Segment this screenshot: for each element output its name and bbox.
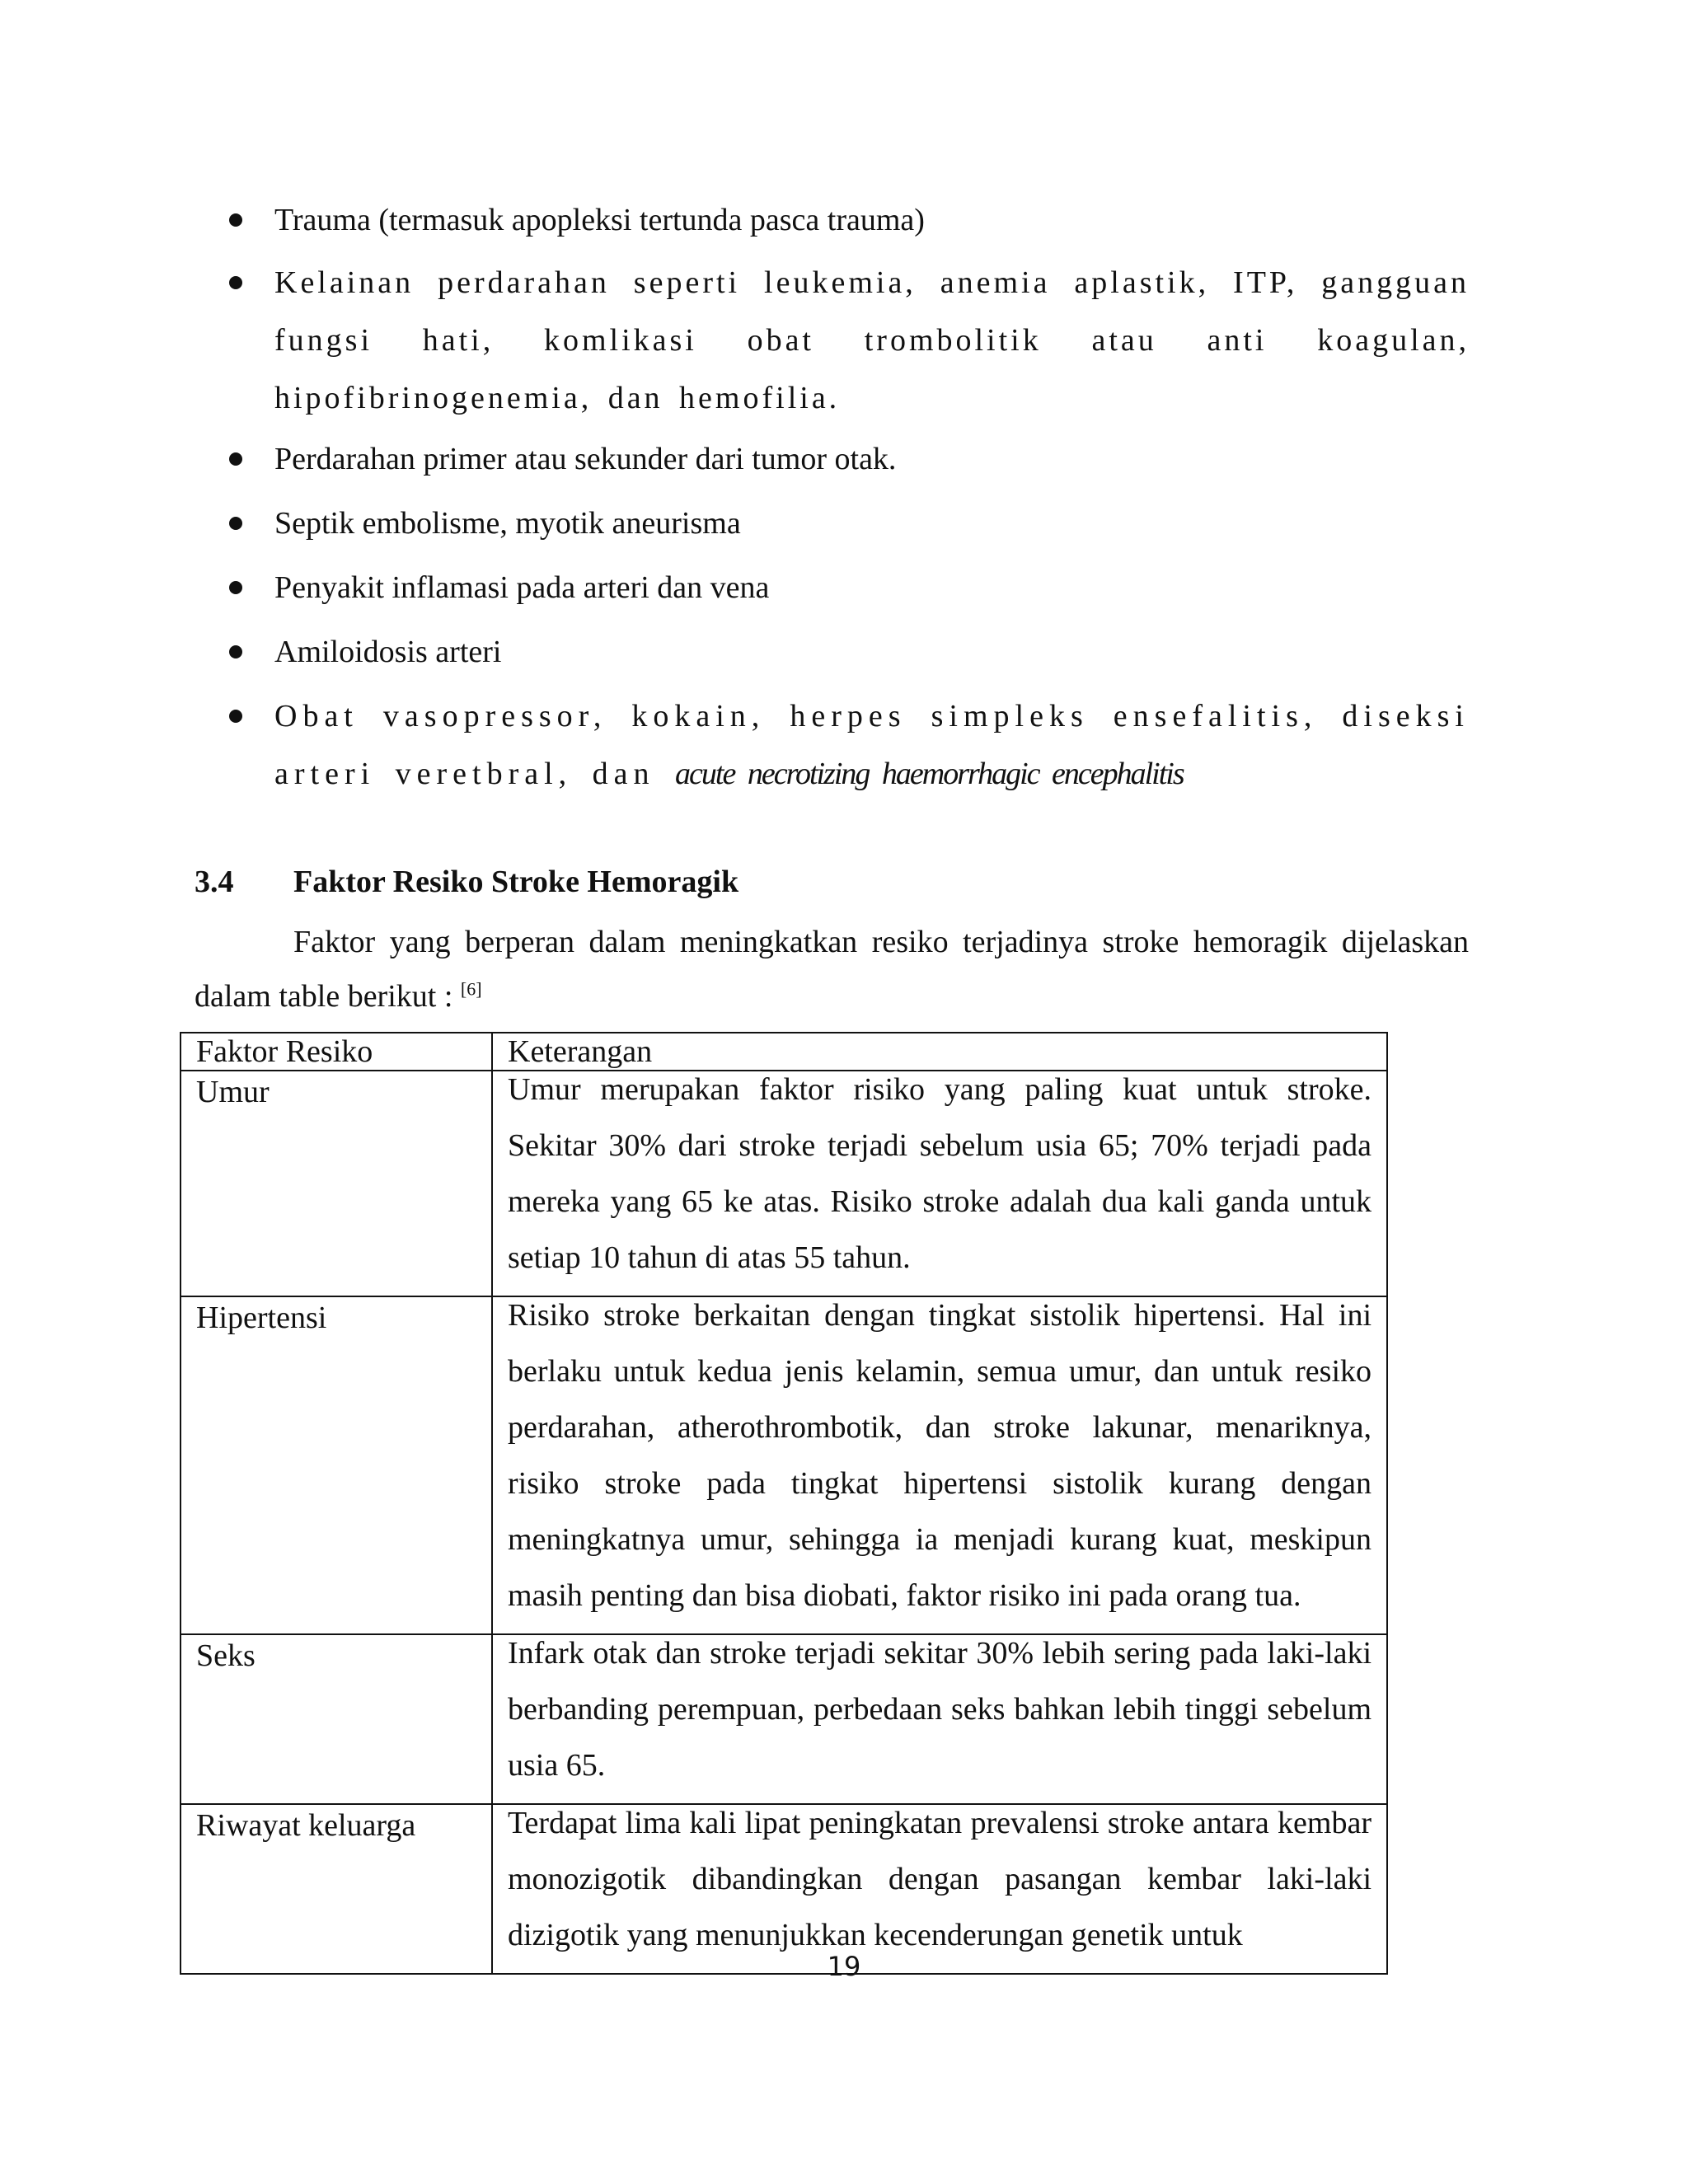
list-item-text: Amiloidosis arteri — [274, 635, 502, 669]
list-item-text: Trauma (termasuk apopleksi tertunda pasca trauma) — [274, 203, 925, 237]
table-cell-description — [492, 1296, 1387, 1634]
table-row — [181, 1804, 1387, 1974]
table-cell-description — [492, 1804, 1387, 1974]
table-cell-factor — [181, 1634, 492, 1804]
factor-label: Hipertensi — [196, 1301, 327, 1335]
factor-label: Seks — [196, 1638, 256, 1673]
list-item-text-italic: acute necrotizing haemorrhagic encephalitis — [675, 757, 1184, 791]
factor-description: Risiko stroke berkaitan dengan tingkat sistolik hipertensi. Hal ini berlaku untuk kedua jenis kelamin, semua umur, dan untuk resiko perdarahan, atherothrombotik, dan stroke lakunar, menariknya, risiko stroke pada tingkat hipertensi sistolik kurang dengan meningkatnya umur, sehingga ia menjadi kurang kuat, meskipun masih penting dan bisa diobati, faktor risiko ini pada orang tua. — [508, 1298, 1372, 1613]
intro-text: Faktor yang berperan dalam meningkatkan resiko terjadinya stroke hemoragik dijelaskan dalam table berikut : — [195, 925, 1469, 1014]
bullet-icon — [229, 517, 242, 530]
table-header-cell — [181, 1033, 492, 1071]
table-cell-factor — [181, 1804, 492, 1974]
header-description-label: Keterangan — [508, 1034, 653, 1069]
table-cell-factor — [181, 1296, 492, 1634]
factor-label: Umur — [196, 1075, 270, 1109]
factor-label: Riwayat keluarga — [196, 1808, 416, 1843]
table-row — [181, 1071, 1387, 1296]
bullet-icon — [229, 452, 242, 466]
page-number: 19 — [827, 1951, 861, 1982]
factor-description: Umur merupakan faktor risiko yang paling kuat untuk stroke. Sekitar 30% dari stroke terjadi sebelum usia 65; 70% terjadi pada mereka yang 65 ke atas. Risiko stroke adalah dua kali ganda untuk setiap 10 tahun di atas 55 tahun. — [508, 1072, 1372, 1275]
bullet-icon — [229, 213, 242, 227]
section-title: Faktor Resiko Stroke Hemoragik — [293, 865, 739, 899]
factor-description: Infark otak dan stroke terjadi sekitar 30% lebih sering pada laki-laki berbanding perempuan, perbedaan seks bahkan lebih tinggi sebelum usia 65. — [508, 1636, 1372, 1783]
table-cell-description — [492, 1071, 1387, 1296]
table-cell-factor — [181, 1071, 492, 1296]
table-row — [181, 1634, 1387, 1804]
header-factor-label: Faktor Resiko — [196, 1034, 373, 1069]
risk-factor-table — [180, 1032, 1388, 1975]
table-cell-description — [492, 1634, 1387, 1804]
list-item-text: Penyakit inflamasi pada arteri dan vena — [274, 570, 770, 605]
intro-paragraph — [195, 915, 1469, 1024]
bullet-icon — [229, 276, 242, 289]
list-item-text: Septik embolisme, myotik aneurisma — [274, 506, 741, 541]
bullet-icon — [229, 645, 242, 658]
factor-description: Terdapat lima kali lipat peningkatan prevalensi stroke antara kembar monozigotik dibandingkan dengan pasangan kembar laki-laki dizigotik yang menunjukkan kecenderungan genetik untuk — [508, 1806, 1372, 1952]
bullet-icon — [229, 581, 242, 594]
list-item-text: Kelainan perdarahan seperti leukemia, anemia aplastik, ITP, gangguan fungsi hati, komlikasi obat trombolitik atau anti koagulan, hipofibrinogenemia, dan hemofilia. — [274, 265, 1470, 415]
list-item-text — [274, 687, 1470, 803]
table-row — [181, 1296, 1387, 1634]
citation-marker: [6] — [460, 978, 482, 1000]
section-number: 3.4 — [195, 865, 234, 899]
list-item-text-regular: Obat vasopressor, kokain, herpes simpleks ensefalitis, diseksi arteri veretbral, dan — [274, 699, 1470, 791]
bullet-icon — [229, 710, 242, 723]
list-item-text: Perdarahan primer atau sekunder dari tumor otak. — [274, 442, 897, 476]
section-heading — [195, 857, 738, 907]
